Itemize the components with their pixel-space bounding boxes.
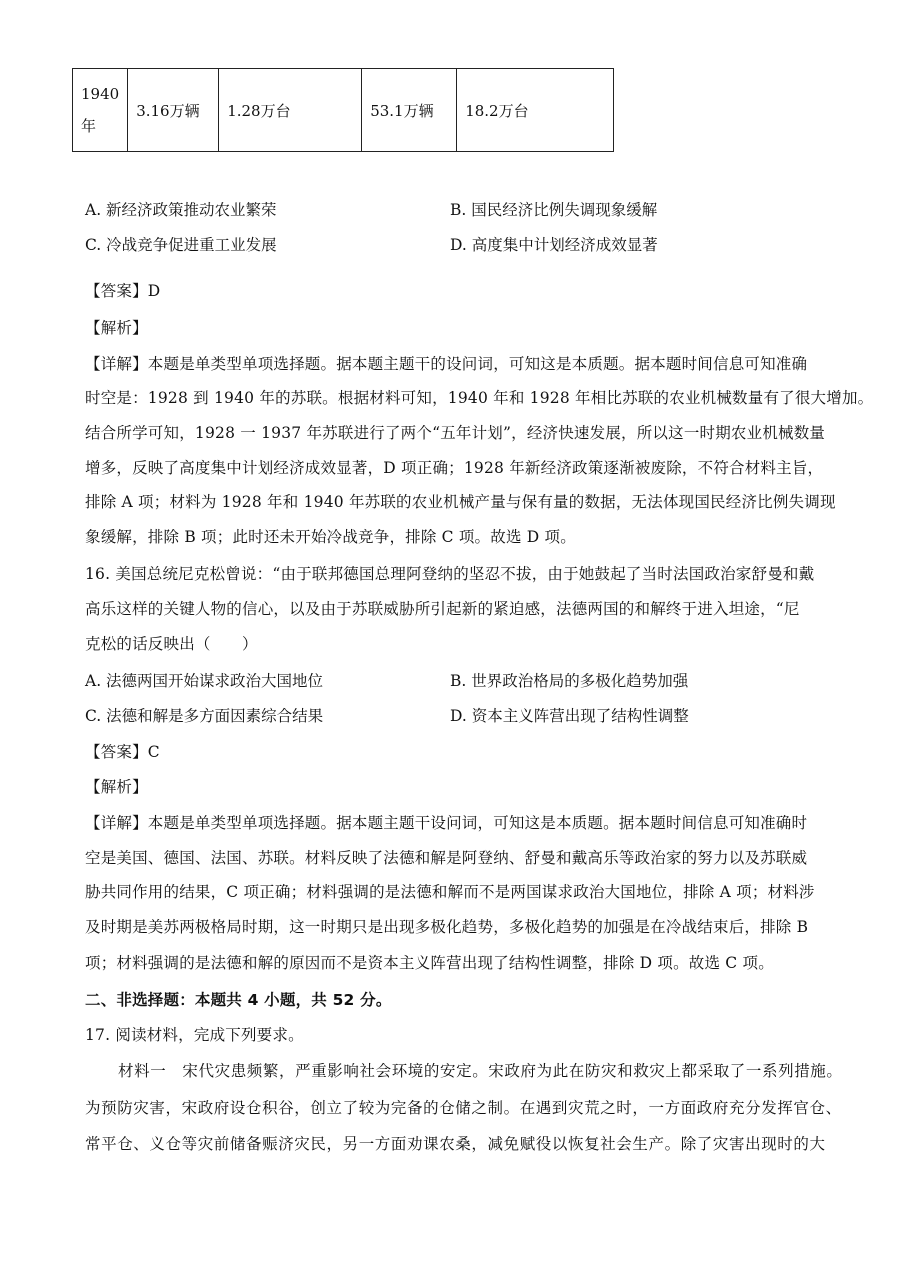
q16-option-b: B. 世界政治格局的多极化趋势加强 [450, 672, 689, 690]
q15-option-c: C. 冷战竞争促进重工业发展 [85, 236, 277, 254]
q15-detail-line: 时空是：1928 到 1940 年的苏联。根据材料可知，1940 年和 1928 年相比苏联的农业机械数量有了很大增加。 [85, 389, 874, 407]
q16-stem-line: 高乐这样的关键人物的信心，以及由于苏联威胁所引起新的紧迫感，法德两国的和解终于进入坦途，“尼 [85, 600, 800, 618]
q17-stem: 17. 阅读材料，完成下列要求。 [85, 1026, 304, 1044]
q15-option-b: B. 国民经济比例失调现象缓解 [450, 201, 658, 219]
section-heading: 二、非选择题：本题共 4 小题，共 52 分。 [85, 991, 392, 1009]
table-cell: 1.28万台 [219, 69, 362, 152]
q17-material-line: 常平仓、义仓等灾前储备赈济灾民，另一方面劝课农桑，减免赋役以恢复社会生产。除了灾害出现时的大 [85, 1135, 826, 1153]
q15-answer: 【答案】D [85, 282, 161, 300]
table-cell: 18.2万台 [457, 69, 614, 152]
q16-option-c: C. 法德和解是多方面因素综合结果 [85, 707, 324, 725]
q15-option-d: D. 高度集中计划经济成效显著 [450, 236, 658, 254]
q16-detail-line: 胁共同作用的结果，C 项正确；材料强调的是法德和解而不是两国谋求政治大国地位，排除 A 项；材料涉 [85, 883, 815, 901]
q16-stem-line: 克松的话反映出（ ） [85, 635, 258, 653]
q15-detail-line: 增多，反映了高度集中计划经济成效显著，D 项正确；1928 年新经济政策逐渐被废除，不符合材料主旨， [85, 459, 824, 477]
q17-material-line: 为预防灾害，宋政府设仓积谷，创立了较为完备的仓储之制。在遇到灾荒之时，一方面政府充分发挥官仓、 [85, 1099, 842, 1117]
q16-detail-line: 【详解】本题是单类型单项选择题。据本题主题干设问词，可知这是本质题。据本题时间信息可知准确时 [85, 814, 808, 832]
q16-option-a: A. 法德两国开始谋求政治大国地位 [85, 672, 324, 690]
q15-detail-line: 【详解】本题是单类型单项选择题。据本题主题干的设问词，可知这是本质题。据本题时间信息可知准确 [85, 355, 808, 373]
q15-detail-line: 结合所学可知，1928 一 1937 年苏联进行了两个“五年计划”，经济快速发展，所以这一时期农业机械数量 [85, 424, 826, 442]
q16-stem-line: 16. 美国总统尼克松曾说：“由于联邦德国总理阿登纳的坚忍不拔，由于她鼓起了当时法国政治家舒曼和戴 [85, 565, 815, 583]
q15-option-a: A. 新经济政策推动农业繁荣 [85, 201, 277, 219]
table-cell: 3.16万辆 [128, 69, 219, 152]
table-cell: 53.1万辆 [362, 69, 457, 152]
q16-option-d: D. 资本主义阵营出现了结构性调整 [450, 707, 689, 725]
year-cell: 1940年 [73, 69, 128, 152]
q15-detail-line: 排除 A 项；材料为 1928 年和 1940 年苏联的农业机械产量与保有量的数据，无法体现国民经济比例失调现 [85, 493, 836, 511]
q15-detail-line: 象缓解，排除 B 项；此时还未开始冷战竞争，排除 C 项。故选 D 项。 [85, 528, 576, 546]
machinery-table [72, 68, 614, 152]
q16-answer: 【答案】C [85, 743, 160, 761]
q16-analysis-label: 【解析】 [85, 778, 148, 796]
q16-detail-line: 空是美国、德国、法国、苏联。材料反映了法德和解是阿登纳、舒曼和戴高乐等政治家的努力以及苏联威 [85, 849, 808, 867]
table-row [73, 69, 614, 152]
q16-detail-line: 项；材料强调的是法德和解的原因而不是资本主义阵营出现了结构性调整，排除 D 项。故选 C 项。 [85, 954, 774, 972]
q16-detail-line: 及时期是美苏两极格局时期，这一时期只是出现多极化趋势，多极化趋势的加强是在冷战结束后，排除 B [85, 918, 809, 936]
q17-material-line: 材料一 宋代灾患频繁，严重影响社会环境的安定。宋政府为此在防灾和救灾上都采取了一系列措施。 [118, 1062, 843, 1080]
q15-analysis-label: 【解析】 [85, 319, 148, 337]
